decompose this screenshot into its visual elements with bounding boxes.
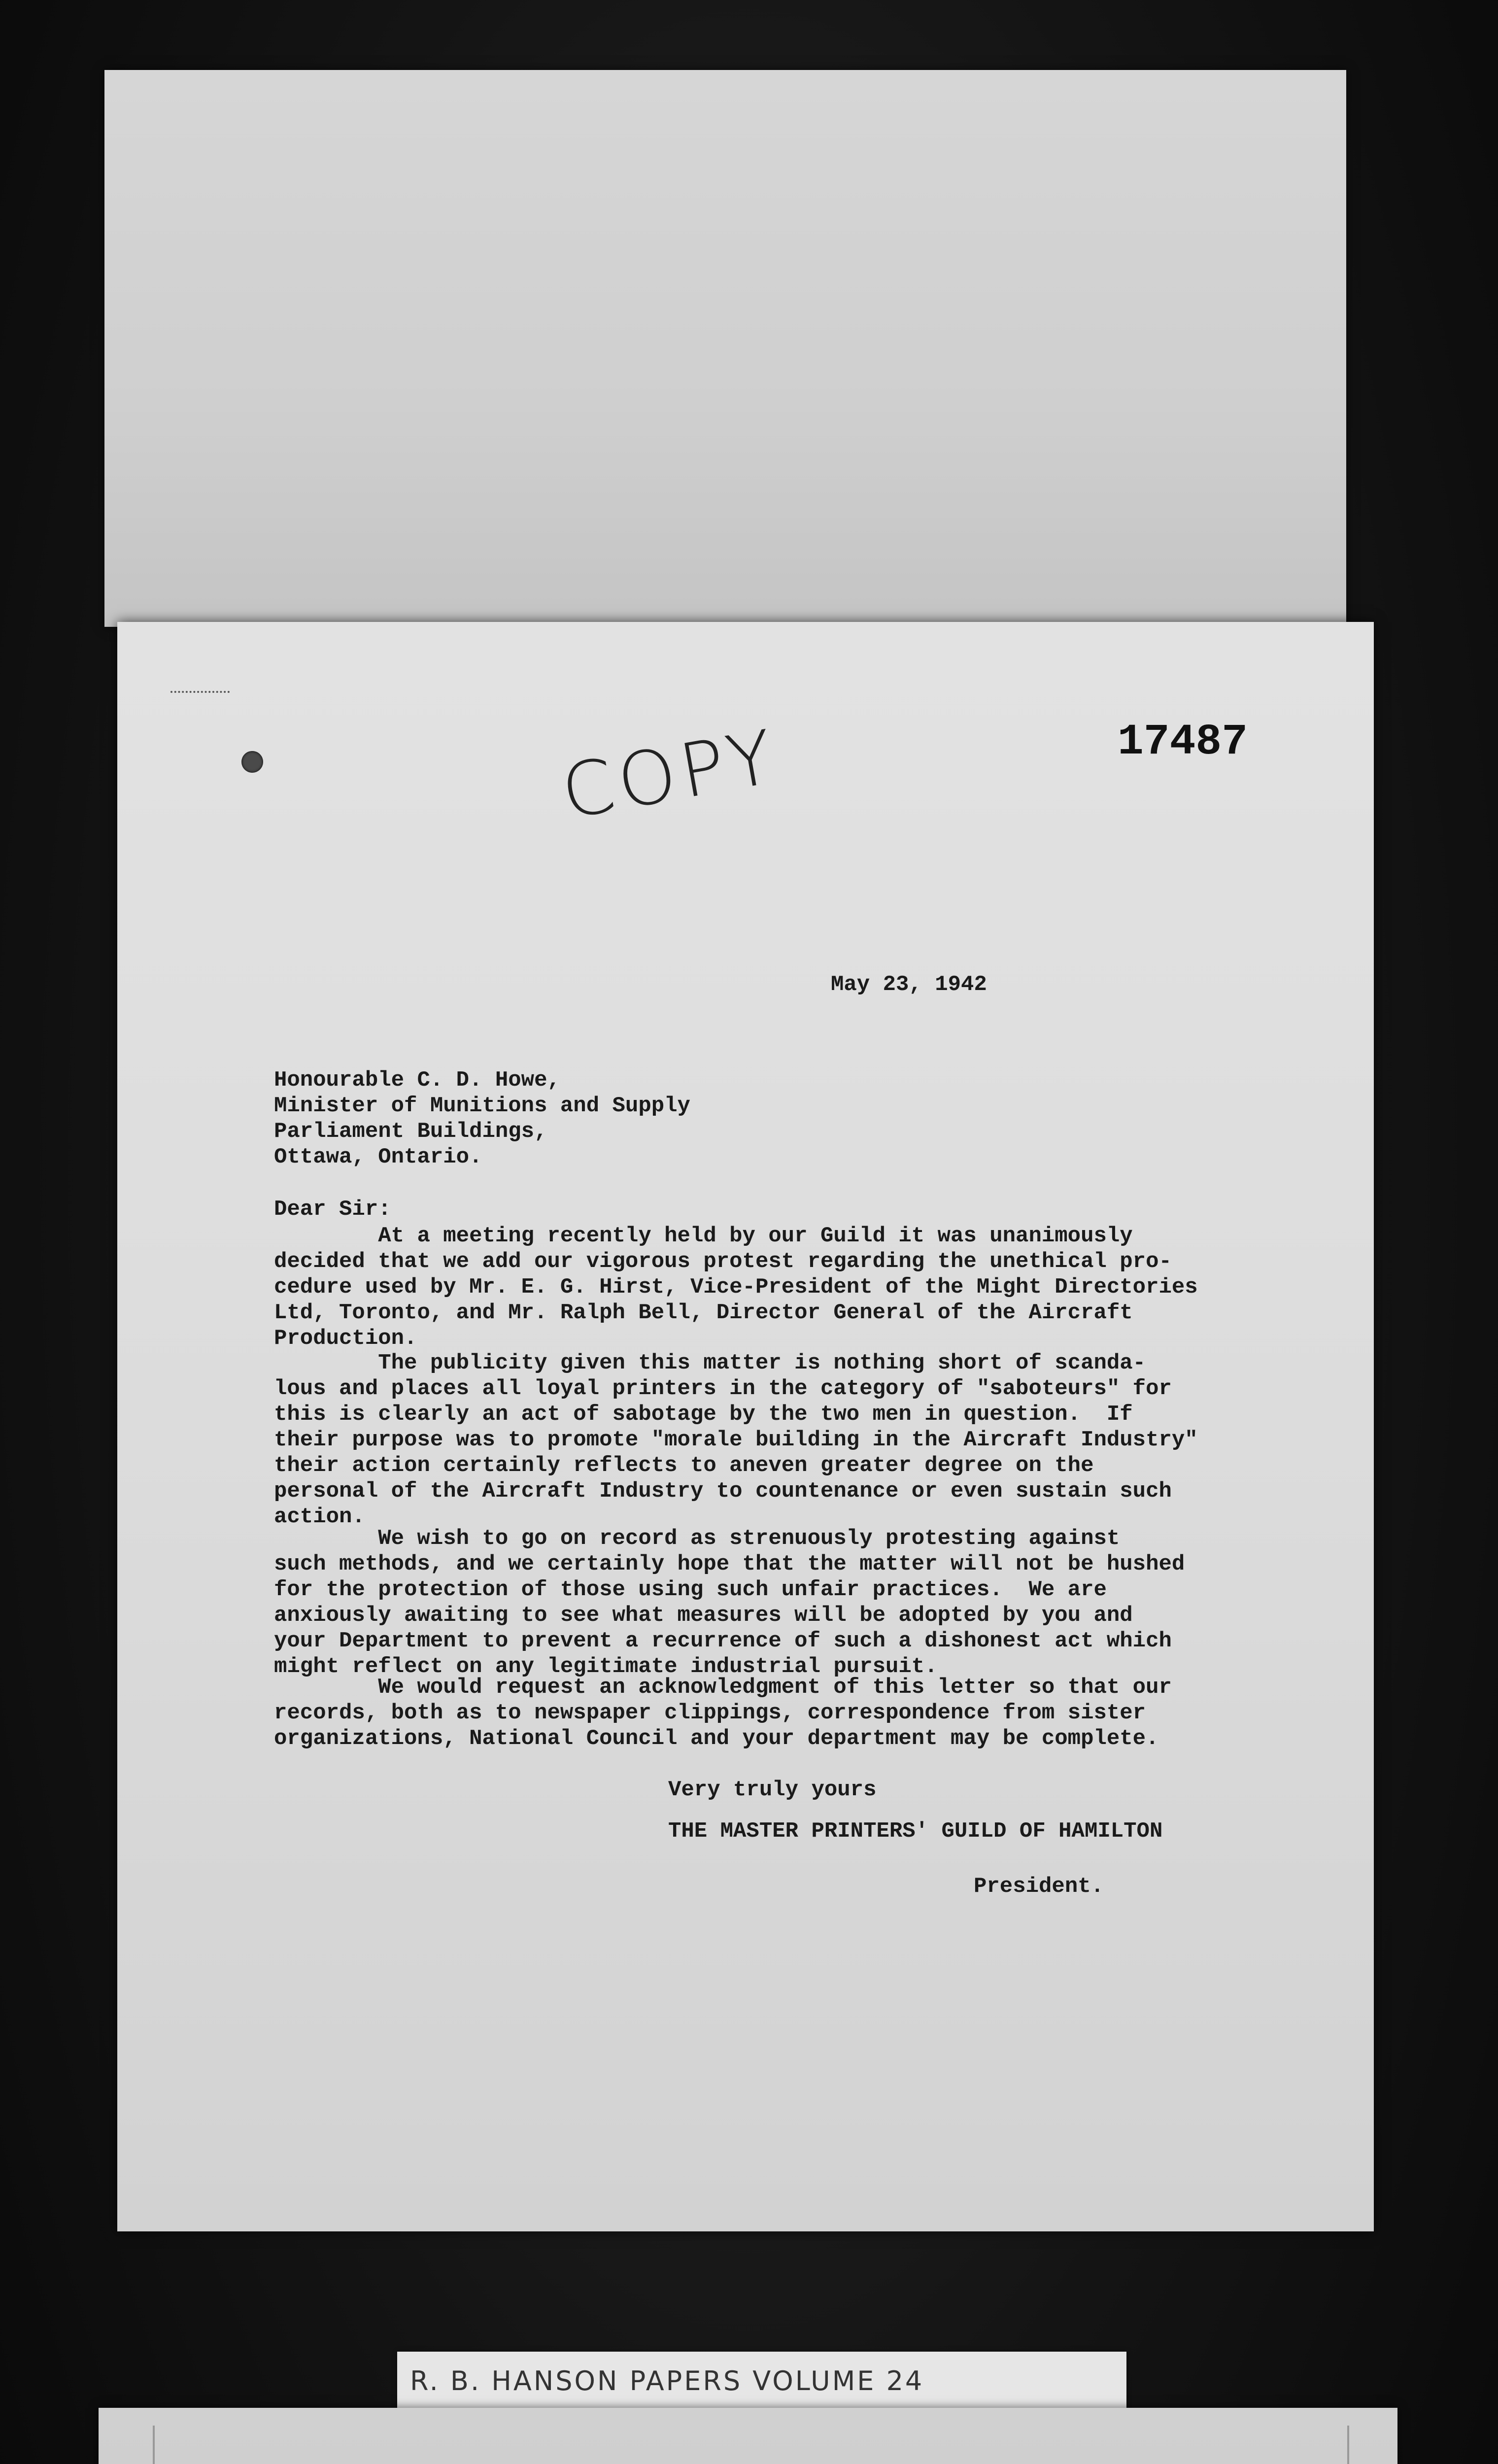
salutation: Dear Sir: <box>274 1197 391 1222</box>
letter-paragraph-2: The publicity given this matter is nothing short of scanda- lous and places all loyal printers in the category of "saboteurs" for this is clearly an act of sabotage by the two men in question. If their purpose was to promote "morale building in the Aircraft Industry" their action certainly reflects to aneven greater degree on the personal of the Aircraft Industry to countenance or even sustain such action. <box>274 1351 1198 1529</box>
top-blank-sheet <box>104 70 1346 627</box>
document-number: 17487 <box>1118 718 1248 767</box>
pencil-mark <box>170 691 230 697</box>
letter-paragraph-3: We wish to go on record as strenuously protesting against such methods, and we certainly hope that the matter will not be hushed for the protection of those using such unfair practices. We are anxiously awaiting to see what measures will be adopted by you and your Department to prevent a recurrence of such a dishonest act which might reflect on any legitimate industrial pursuit. <box>274 1526 1185 1679</box>
letter-page <box>117 622 1374 2231</box>
volume-label-text: R. B. HANSON PAPERS VOLUME 24 <box>410 2365 924 2396</box>
letter-date: May 23, 1942 <box>831 972 987 997</box>
archives-stamp <box>99 2408 1397 2464</box>
recipient-address: Honourable C. D. Howe, Minister of Munitions and Supply Parliament Buildings, Ottawa, Ontario. <box>274 1068 690 1169</box>
stamp-frame <box>153 2426 1349 2464</box>
volume-label <box>397 2352 1126 2411</box>
closing: Very truly yours <box>668 1778 877 1802</box>
copy-handwritten-mark: COPY <box>555 714 785 836</box>
punch-hole-icon <box>241 751 263 773</box>
signatory-title: President. <box>974 1874 1104 1899</box>
letter-paragraph-4: We would request an acknowledgment of this letter so that our records, both as to newspaper clippings, correspondence from sister organizations, National Council and your department may be complete. <box>274 1675 1172 1751</box>
signatory: THE MASTER PRINTERS' GUILD OF HAMILTON <box>668 1819 1163 1844</box>
letter-paragraph-1: At a meeting recently held by our Guild it was unanimously decided that we add our vigorous protest regarding the unethical pro- cedure used by Mr. E. G. Hirst, Vice-President of the Might Directories Ltd, Toronto, and Mr. Ralph Bell, Director General of the Aircraft Production. <box>274 1224 1198 1351</box>
